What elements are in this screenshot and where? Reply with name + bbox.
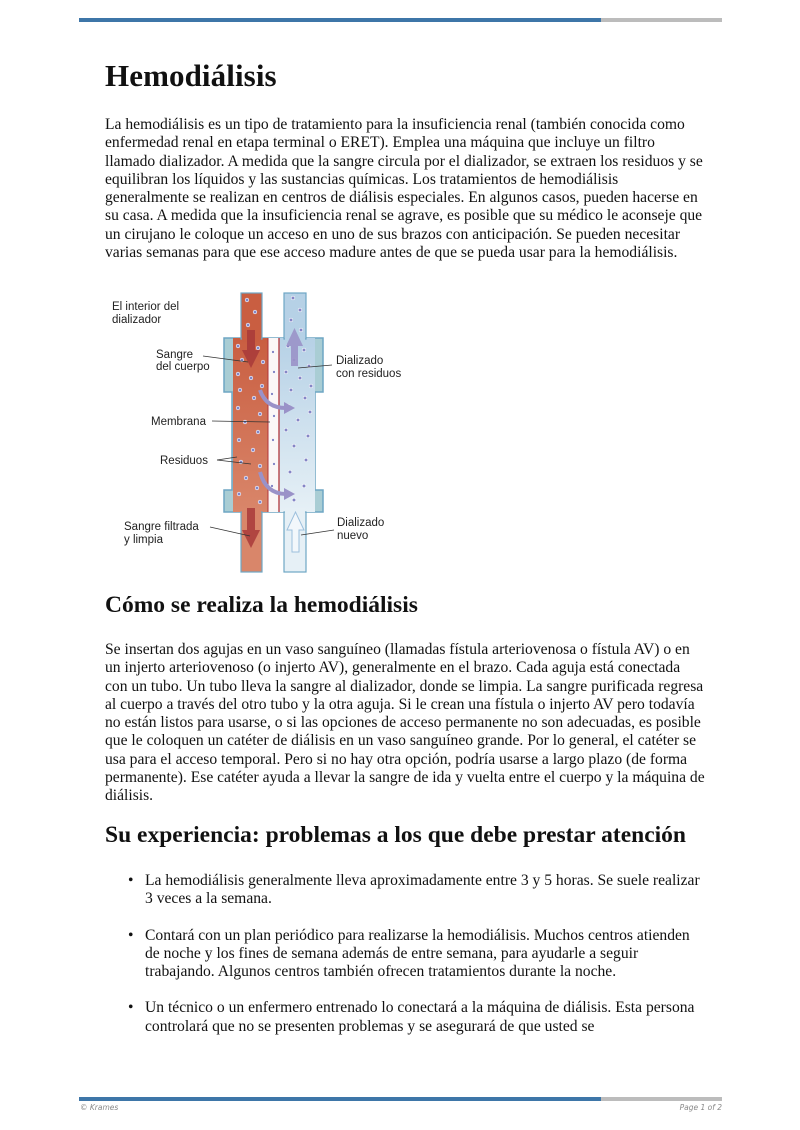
section-heading-experience: Su experiencia: problemas a los que debe prestar atención [105,822,686,848]
label-dialysate-in-1: Dializado [337,517,385,529]
section-heading-how: Cómo se realiza la hemodiálisis [105,592,418,618]
figure-title-line-1: El interior del [112,301,180,313]
bullet-icon: • [128,999,134,1017]
experience-section [105,822,705,1054]
label-dialysate-out-1: Dializado [336,355,384,367]
label-dialysate-out-2: con residuos [336,368,402,380]
label-dialysate-in-2: nuevo [337,530,369,542]
label-blood-out-1: Sangre filtrada [124,521,199,533]
section-paragraph-how: Se insertan dos agujas en un vaso sanguíneo (llamadas fístula arteriovenosa o fístula AV) o en un injerto arteriovenoso (o injerto AV), generalmente en el brazo. Cada aguja está conectada con un tubo. Un tubo lleva la sangre al dializador, donde se limpia. La sangre purificada regresa al cuerpo a través del otro tubo y la otra aguja. Si le crean una fístula o injerto AV pero todavía no están listos para usarse, o si las opciones de acceso permanente no son adecuadas, es posible que le coloquen un catéter de diálisis en un vaso sanguíneo grande. Por lo general, el catéter se usa para el acceso temporal. Pero si no hay otra opción, podría usarse a largo plazo (de forma permanente). Ese catéter ayuda a llevar la sangre de ida y vuelta entre el cuerpo y la máquina de diálisis. [105,641,705,805]
footer-copyright: © Krames [80,1103,119,1112]
bullet-icon: • [128,872,134,889]
list-item [128,999,705,1036]
header-rule [79,18,722,22]
label-blood-in-2: del cuerpo [156,361,210,373]
footer-rule-secondary [601,1097,722,1101]
footer-rule-primary [79,1097,601,1101]
dialyzer-illustration [108,290,418,575]
list-item-text: Contará con un plan periódico para realizarse la hemodiálisis. Muchos centros atienden de noche y los fines de semana además de entre semana, para ayudarle a seguir trabajando. Algunos centros también ofrecen tratamientos durante la noche. [145,926,690,981]
intro-paragraph: La hemodiálisis es un tipo de tratamiento para la insuficiencia renal (también conocida como enfermedad renal en etapa terminal o ERET). Emplea una máquina que incluye un filtro llamado dializador. A medida que la sangre circula por el dializador, se extraen los residuos y se equilibran los líquidos y las sustancias químicas. Los tratamientos de hemodiálisis generalmente se realizan en centros de diálisis especiales. En algunos casos, pueden hacerse en su casa. A medida que la insuficiencia renal se agrave, es posible que su médico le aconseje que un cirujano le coloque un acceso en uno de sus brazos con anticipación. Se pueden necesitar varias semanas para que ese acceso madure antes de que se pueda usar para la hemodiálisis. [105,116,703,262]
page-title: Hemodiálisis [105,58,277,93]
label-membrane: Membrana [151,416,206,428]
experience-list [105,872,705,1036]
how-it-is-done-section [105,592,705,806]
list-item-text: La hemodiálisis generalmente lleva aproximadamente entre 3 y 5 horas. Se suele realizar 3 veces a la semana. [145,872,700,908]
header-rule-secondary [601,18,722,22]
label-blood-out-2: y limpia [124,534,163,546]
footer-rule [79,1097,722,1101]
header-rule-primary [79,18,601,22]
bullet-icon: • [128,926,134,944]
list-item [128,872,705,909]
dialyzer-diagram [108,290,418,575]
figure-title-line-2: dializador [112,314,162,326]
label-waste: Residuos [160,455,208,467]
label-blood-in-1: Sangre [156,349,194,361]
intro-section [105,58,705,262]
list-item-text: Un técnico o un enfermero entrenado lo conectará a la máquina de diálisis. Esta persona controlará que no se presenten problemas y se asegurará de que usted se [145,999,695,1035]
footer-page-number: Page 1 of 2 [679,1103,722,1112]
list-item [128,926,705,982]
